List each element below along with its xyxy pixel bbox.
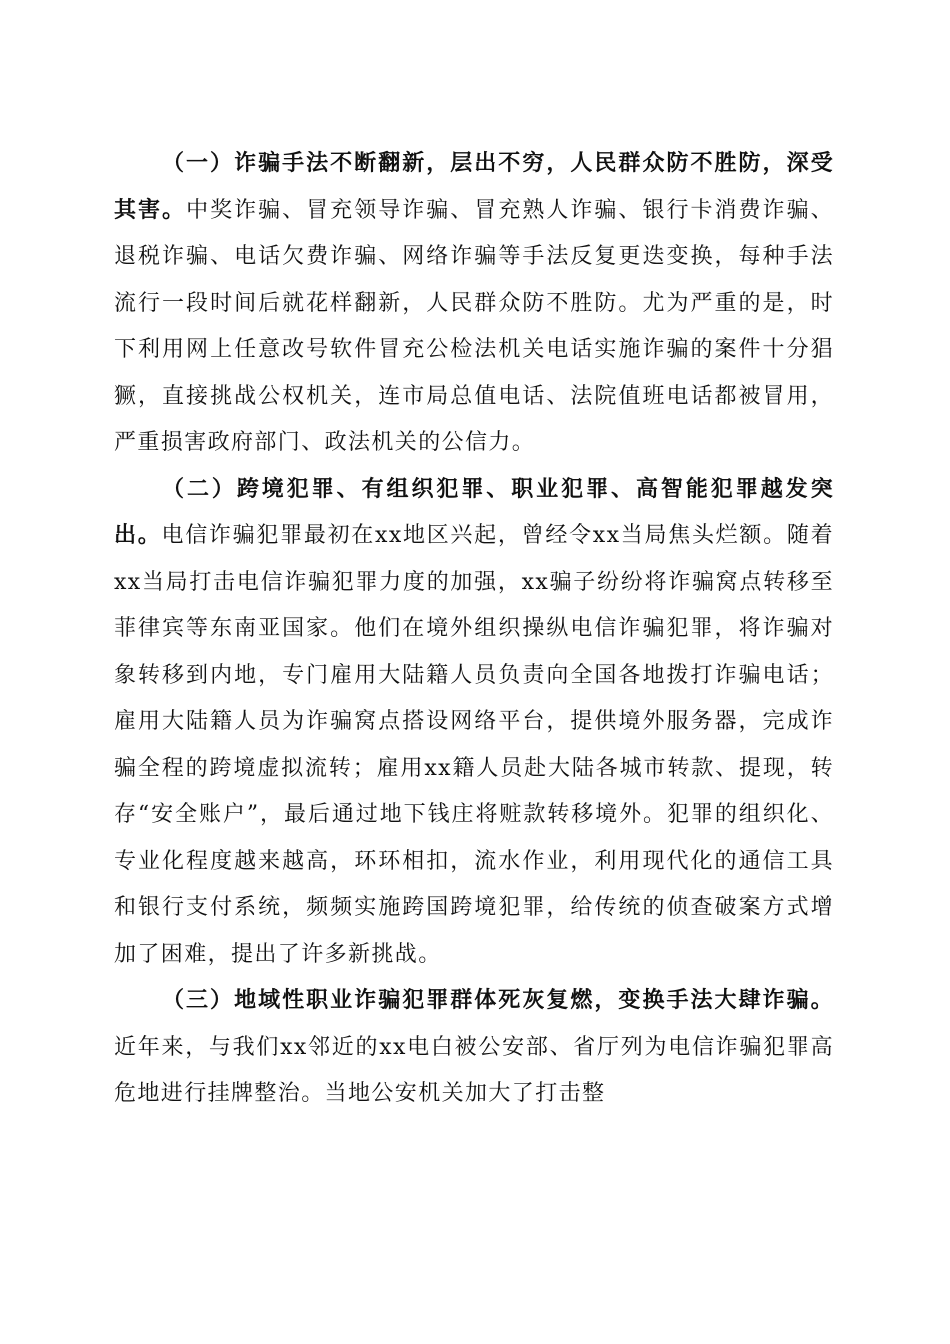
paragraph-3-heading: （三）地域性职业诈骗犯罪群体死灰复燃，变换手法大肆诈骗。 — [162, 988, 834, 1013]
paragraph-1-heading: （一）诈骗手法不断翻新，层出不穷，人民群众防不胜防，深受其害。 — [114, 151, 834, 223]
paragraph-1 — [114, 141, 834, 467]
paragraph-1-body: 中奖诈骗、冒充领导诈骗、冒充熟人诈骗、银行卡消费诈骗、退税诈骗、电话欠费诈骗、网络诈骗等手法反复更迭变换，每种手法流行一段时间后就花样翻新，人民群众防不胜防。尤为严重的是，时下利用网上任意改号软件冒充公检法机关电话实施诈骗的案件十分猖獗，直接挑战公权机关，连市局总值电话、法院值班电话都被冒用，严重损害政府部门、政法机关的公信力。 — [114, 197, 834, 455]
paragraph-2-heading: （二）跨境犯罪、有组织犯罪、职业犯罪、高智能犯罪越发突出。 — [114, 476, 834, 548]
paragraph-2 — [114, 467, 834, 979]
document-body — [114, 141, 834, 1118]
paragraph-3 — [114, 978, 834, 1118]
paragraph-3-body: 近年来，与我们xx邻近的xx电白被公安部、省厅列为电信诈骗犯罪高危地进行挂牌整治。当地公安机关加大了打击整 — [114, 1034, 834, 1106]
paragraph-2-body: 电信诈骗犯罪最初在xx地区兴起，曾经令xx当局焦头烂额。随着xx当局打击电信诈骗犯罪力度的加强，xx骗子纷纷将诈骗窝点转移至菲律宾等东南亚国家。他们在境外组织操纵电信诈骗犯罪，将诈骗对象转移到内地，专门雇用大陆籍人员负责向全国各地拨打诈骗电话；雇用大陆籍人员为诈骗窝点搭设网络平台，提供境外服务器，完成诈骗全程的跨境虚拟流转；雇用xx籍人员赴大陆各城市转款、提现，转存“安全账户”，最后通过地下钱庄将赃款转移境外。犯罪的组织化、专业化程度越来越高，环环相扣，流水作业，利用现代化的通信工具和银行支付系统，频频实施跨国跨境犯罪，给传统的侦查破案方式增加了困难，提出了许多新挑战。 — [114, 523, 834, 967]
